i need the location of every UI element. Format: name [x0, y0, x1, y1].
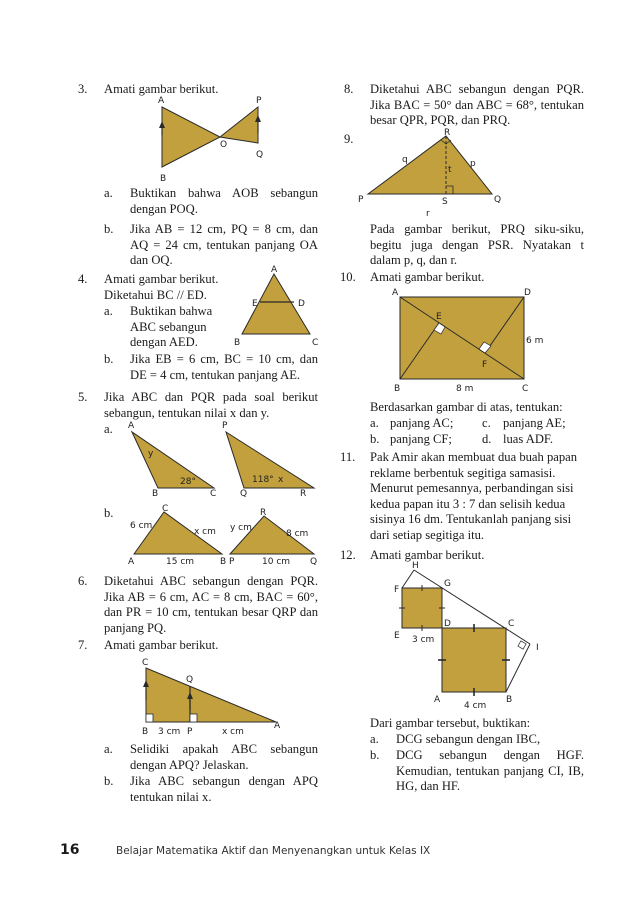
q12b-label: b.	[370, 748, 380, 762]
q10-item-b-label: b.	[370, 432, 380, 446]
q4a-text: Buktikan bahwa ABC sebangun dengan AED.	[130, 304, 213, 349]
q4a-label: a.	[104, 304, 113, 318]
q3-label-o: O	[220, 140, 228, 150]
q10-label-8m: 8 m	[456, 384, 474, 394]
q10-label-6m: 6 m	[526, 336, 544, 346]
q12-intro: Dari gambar tersebut, buktikan:	[370, 716, 531, 730]
q10-label-f: F	[482, 360, 488, 370]
q9-figure	[356, 124, 516, 220]
q3-label-p: P	[256, 96, 262, 106]
q7-label-a: A	[274, 721, 281, 731]
q9-label-q: q	[402, 155, 408, 165]
q5b-label-xcm: x cm	[194, 527, 216, 537]
q5a-label-a: A	[128, 421, 135, 431]
q7a-text: Selidiki apakah ABC sebangun dengan APQ? Jelaskan.	[130, 742, 318, 772]
q5b-label-6cm: 6 cm	[130, 521, 153, 531]
q10-label-e: E	[436, 312, 442, 322]
q12a-text: DCG sebangun dengan IBC,	[396, 732, 541, 746]
q7-label-p: P	[187, 727, 193, 737]
q4-label-d: D	[298, 299, 305, 309]
q12-figure	[388, 562, 558, 712]
q5a-label-b: B	[152, 489, 159, 499]
q12-label-f: F	[394, 585, 400, 595]
q5a-figure	[118, 418, 328, 500]
q3-label-b: B	[160, 174, 167, 184]
q12-label-h: H	[412, 561, 419, 571]
q3a-text: Buktikan bahwa AOB sebangun dengan POQ.	[130, 186, 318, 216]
q5a-label: a.	[104, 422, 113, 436]
q7-label-3cm: 3 cm	[158, 727, 181, 737]
q10-label-b: B	[394, 384, 401, 394]
q7-right-angle-p	[190, 714, 197, 722]
q12a-label: a.	[370, 732, 379, 746]
q4b-text: Jika EB = 6 cm, BC = 10 cm, dan DE = 4 cm, tentukan panjang AE.	[130, 352, 318, 382]
q4-figure	[232, 262, 327, 347]
q10-item-b-text: panjang CF;	[390, 432, 452, 446]
q10-label-c: C	[522, 384, 529, 394]
q7-right-angle-b	[146, 714, 153, 722]
q5b-label-10cm: 10 cm	[262, 557, 291, 567]
q10-item-d-text: luas ADF.	[503, 432, 554, 446]
q5b-label-ycm: y cm	[230, 523, 252, 533]
q11-text: Pak Amir akan membuat dua buah papan reklame berbentuk segitiga samasisi. Menurut pemesannya, perbandingan sisi kedua papan itu 3 : 7 dan selisih kedua sisinya 16 dm. Tentukanlah panjang sisi dari setiap segitiga itu.	[370, 450, 578, 542]
q4-label-b: B	[234, 338, 241, 348]
q6-text: Diketahui ABC sebangun dengan PQR. Jika AB = 6 cm, AC = 8 cm, BAC = 60°, dan PR = 10 cm, tentukan besar QRP dan panjang PQ.	[104, 574, 318, 635]
q4-label-e: E	[252, 299, 258, 309]
q10-number: 10.	[340, 270, 356, 284]
q9-text: Pada gambar berikut, PRQ siku-siku, begitu juga dengan PSR. Nyatakan t dalam p, q, dan r.	[370, 222, 584, 267]
q5a-label-r: R	[300, 489, 307, 499]
q3-text: Amati gambar berikut.	[104, 82, 219, 96]
q7-label-xcm: x cm	[222, 727, 244, 737]
q5a-label-p: P	[222, 421, 228, 431]
page-number: 16	[60, 842, 80, 858]
q12-label-e: E	[394, 631, 400, 641]
q5a-label-q: Q	[240, 489, 248, 499]
q5a-label-y: y	[148, 449, 154, 459]
q5b-label-c: C	[162, 504, 169, 514]
q7b-text: Jika ABC sebangun dengan APQ tentukan nilai x.	[130, 774, 318, 804]
q5b-label-a: A	[128, 557, 135, 567]
q7-text: Amati gambar berikut.	[104, 638, 219, 652]
q10-item-a-label: a.	[370, 416, 379, 430]
q7-label-b: B	[142, 727, 149, 737]
q5b-label: b.	[104, 506, 114, 520]
q12-right-angle-i	[518, 641, 526, 649]
q10-item-a-text: panjang AC;	[390, 416, 454, 430]
q12-line-hf	[402, 570, 414, 588]
q3-label-a: A	[158, 96, 165, 106]
q10-item-d-label: d.	[482, 432, 492, 446]
q12-square-efgd	[402, 588, 442, 628]
q5-number: 5.	[78, 390, 88, 404]
q10-item-c-label: c.	[482, 416, 491, 430]
q12-line-ib	[506, 644, 530, 692]
q12b-text: DCG sebangun dengan HGF. Kemudian, tentukan panjang CI, IB, HG, dan HF.	[396, 748, 584, 793]
footer-book-title: Belajar Matematika Aktif dan Menyenangkan untuk Kelas IX	[116, 845, 431, 857]
q9-label-p: p	[470, 159, 476, 169]
q5-text: Jika ABC dan PQR pada soal berikut sebangun, tentukan nilai x dan y.	[104, 390, 318, 420]
q9-label-r-side: r	[426, 209, 430, 219]
q10-figure	[388, 285, 558, 397]
q5b-label-q: Q	[310, 557, 318, 567]
q9-label-r: R	[444, 128, 451, 138]
q3-triangle-poq	[220, 107, 258, 143]
q12-label-g: G	[444, 579, 451, 589]
q3b-label: b.	[104, 222, 114, 236]
q3-triangle-aob	[162, 107, 220, 167]
q5a-label-28: 28°	[180, 477, 196, 487]
q12-label-a: A	[434, 695, 441, 705]
q11-number: 11.	[340, 450, 356, 464]
q7-figure	[136, 654, 296, 738]
q12-label-d: D	[444, 619, 451, 629]
q12-label-b: B	[506, 695, 513, 705]
q5a-label-c: C	[210, 489, 217, 499]
q5b-figure	[118, 502, 328, 568]
q7-label-q: Q	[186, 675, 194, 685]
q7-triangle	[146, 668, 276, 722]
q9-label-t: t	[448, 165, 452, 175]
q6-number: 6.	[78, 574, 88, 588]
q9-number: 9.	[344, 132, 354, 146]
q4-label-c: C	[312, 338, 319, 348]
q12-label-3cm: 3 cm	[412, 635, 435, 645]
q5b-label-8cm: 8 cm	[286, 529, 309, 539]
q7-number: 7.	[78, 638, 88, 652]
q12-text: Amati gambar berikut.	[370, 548, 485, 562]
q5b-label-b: B	[220, 557, 227, 567]
q4-number: 4.	[78, 272, 88, 286]
q8-text: Diketahui ABC sebangun dengan PQR. Jika BAC = 50° dan ABC = 68°, tentukan besar QPR, PQR, dan PRQ.	[370, 82, 584, 127]
q5a-label-118: 118°	[252, 475, 274, 485]
q5b-label-15cm: 15 cm	[166, 557, 195, 567]
q12-label-c: C	[508, 619, 515, 629]
q12-label-i: I	[536, 643, 539, 653]
q7b-label: b.	[104, 774, 114, 788]
q4-line2: Diketahui BC // ED.	[104, 288, 207, 302]
q9-label-q-vertex: Q	[494, 195, 502, 205]
q4-label-a: A	[271, 265, 278, 275]
q12-number: 12.	[340, 548, 356, 562]
q3-figure	[140, 95, 300, 185]
q10-intro: Berdasarkan gambar di atas, tentukan:	[370, 400, 563, 414]
q10-label-a: A	[392, 288, 399, 298]
q3-label-q: Q	[256, 150, 264, 160]
q3-number: 3.	[78, 82, 88, 96]
q7a-label: a.	[104, 742, 113, 756]
q12-label-4cm: 4 cm	[464, 701, 487, 711]
q8-number: 8.	[344, 82, 354, 96]
q3b-text: Jika AB = 12 cm, PQ = 8 cm, dan AQ = 24 cm, tentukan panjang OA dan OQ.	[130, 222, 318, 267]
q9-label-s: S	[442, 197, 448, 207]
q9-label-p-vertex: P	[358, 195, 364, 205]
q12-square-dcba	[442, 628, 506, 692]
q4b-label: b.	[104, 352, 114, 366]
q10-text: Amati gambar berikut.	[370, 270, 485, 284]
q7-label-c: C	[142, 658, 149, 668]
q10-item-c-text: panjang AE;	[503, 416, 566, 430]
q3a-label: a.	[104, 186, 113, 200]
q5b-label-r: R	[260, 508, 267, 518]
q5a-triangle-abc	[132, 432, 214, 488]
q10-label-d: D	[524, 288, 531, 298]
q5b-label-p: P	[229, 557, 235, 567]
q5a-label-x: x	[278, 475, 284, 485]
q4-text: Amati gambar berikut.	[104, 272, 219, 286]
